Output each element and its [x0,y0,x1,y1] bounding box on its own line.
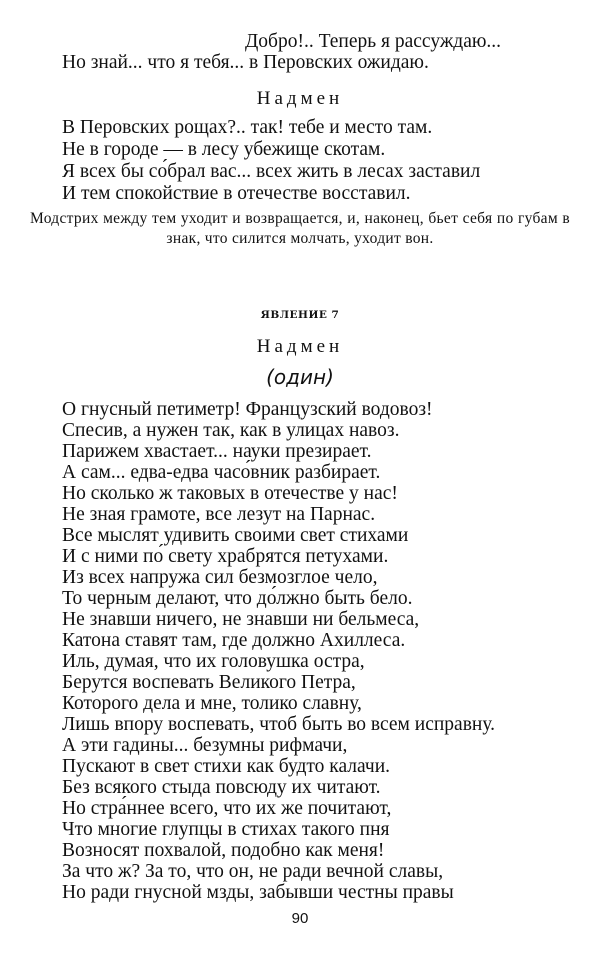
verse-line: Все мыслят удивить своими свет стихами [62,525,409,546]
verse-line: Без всякого стыда повсюду их читают. [62,777,381,798]
verse-line: Берутся воспевать Великого Петра, [62,672,356,693]
scene-heading: ЯВЛЕНИЕ 7 [260,309,340,321]
verse-line: Но стра́ннее всего, что их же почитают, [62,798,392,819]
verse-line: Но знай... что я тебя... в Перовских ожидаю. [62,52,429,73]
verse-line: Я всех бы со́брал вас... всех жить в лесах заставил [62,161,481,182]
verse-line: Но сколько ж таковых в отечестве у нас! [62,483,398,504]
verse-line: И тем спокойствие в отечестве восставил. [62,183,411,204]
verse-line: Не знавши ничего, не знавши ни бельмеса, [62,609,420,630]
verse-line: А эти гадины... безумны рифмачи, [62,735,348,756]
verse-line: Спесив, а нужен так, как в улицах навоз. [62,420,400,441]
verse-line: Но ради гнусной мзды, забывши честны правы [62,882,454,903]
verse-line: Пускают в свет стихи как будто калачи. [62,756,391,777]
verse-line: Из всех напружа сил безмозглое чело, [62,567,378,588]
page-number: 90 [291,910,309,927]
verse-line: То черным делают, что до́лжно быть бело. [62,588,413,609]
verse-line-continuation: Добро!.. Теперь я рассуждаю... [245,31,502,52]
stage-remark: (один) [266,365,334,389]
verse-line: За что ж? За то, что он, не ради вечной славы, [62,861,444,882]
speaker-name: Надмен [256,336,344,357]
speaker-name: Надмен [256,88,344,109]
verse-line: Лишь впору воспевать, чтоб быть во всем исправну. [62,714,496,735]
verse-line: Возносят похвалой, подобно как меня! [62,840,385,861]
verse-line: И с ними по́ свету храбрятся петухами. [62,546,389,567]
verse-line: Парижем хвастает... науки презирает. [62,441,372,462]
verse-line: Не в городе — в лесу убежище скотам. [62,139,386,160]
verse-line: Иль, думая, что их головушка остра, [62,651,365,672]
verse-line: А сам... едва-едва часо́вник разбирает. [62,462,381,483]
verse-line: О гнусный петиметр! Французский водовоз! [62,399,433,420]
verse-line: Не зная грамоте, все лезут на Парнас. [62,504,376,525]
verse-line: Что многие глупцы в стихах такого пня [62,819,390,840]
verse-line: Которого дела и мне, толико славну, [62,693,362,714]
verse-line: Катона ставят там, где должно Ахиллеса. [62,630,406,651]
verse-line: В Перовских рощах?.. так! тебе и место там. [62,117,433,138]
stage-direction: Модстрих между тем уходит и возвращается, и, наконец, бьет себя по губам в знак, что силится молчать, уходит вон. [30,210,570,247]
